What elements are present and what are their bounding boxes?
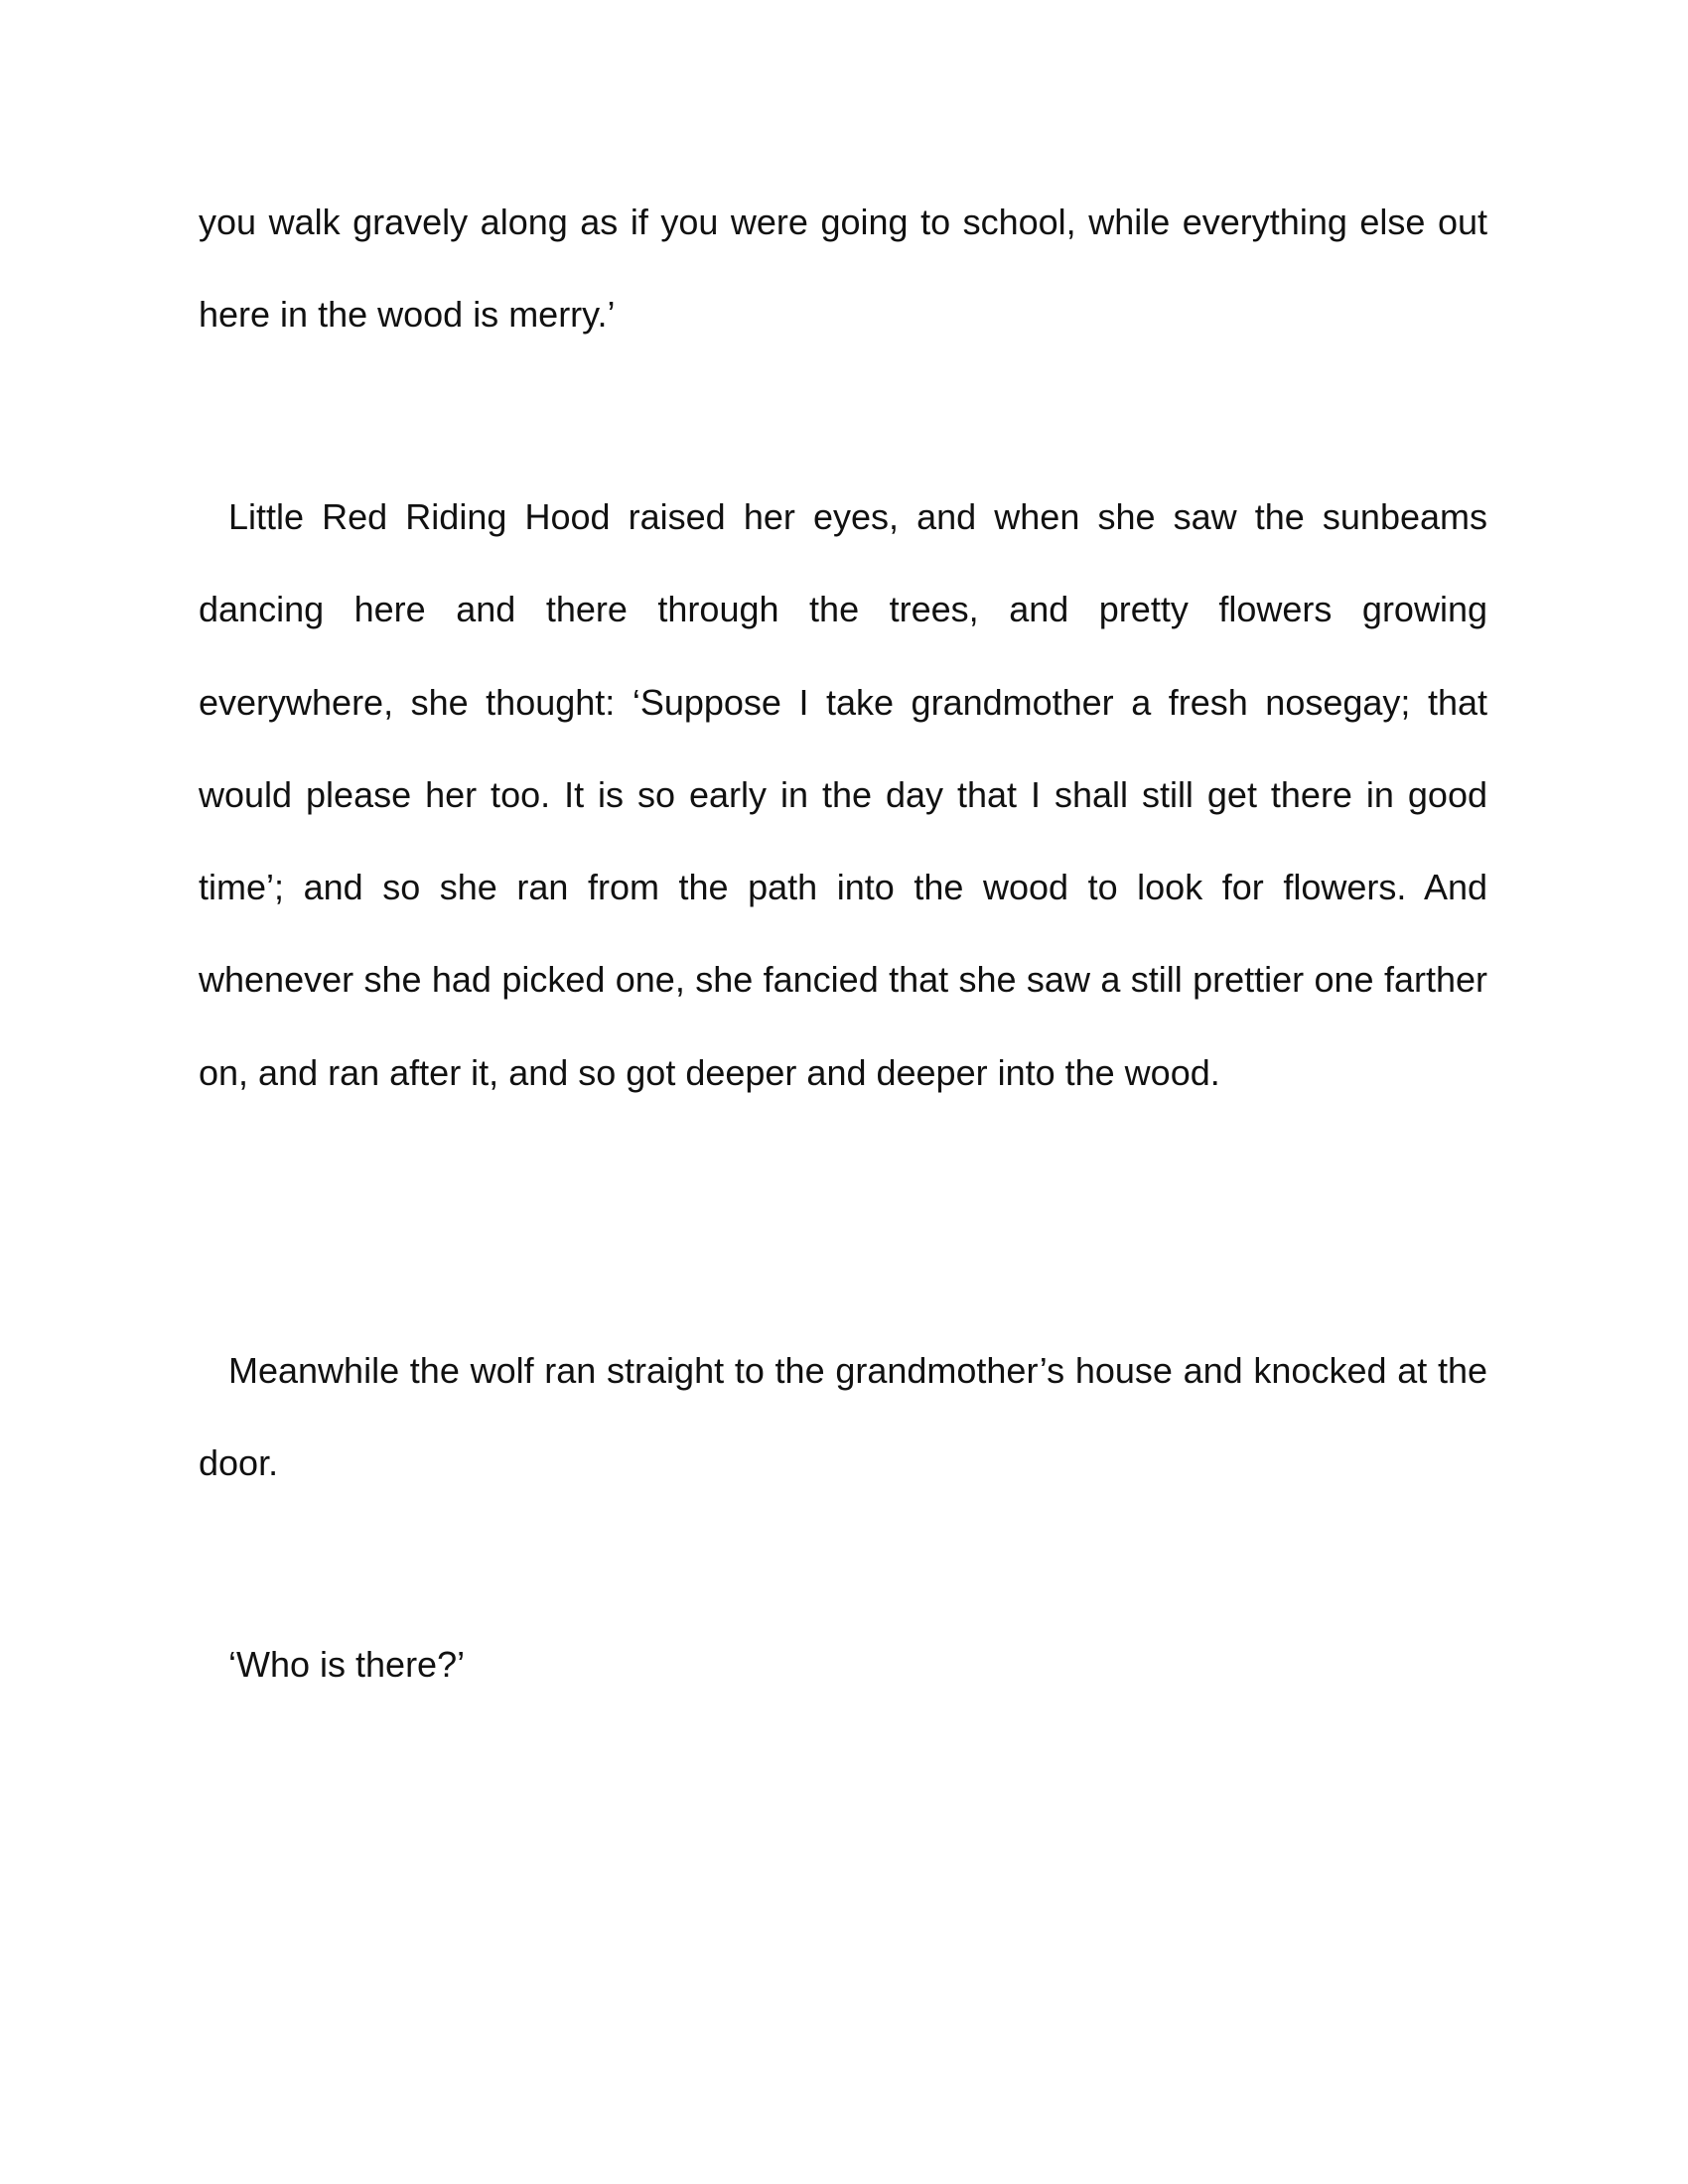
paragraph-continuation: you walk gravely along as if you were going to school, while everything else out here in the wood is merry.’ — [199, 202, 1487, 336]
paragraph-who-is-there: ‘Who is there?’ — [228, 1644, 466, 1685]
paragraph-red-riding-hood: Little Red Riding Hood raised her eyes, and when she saw the sunbeams dancing here and there through the trees, and pretty flowers growing everywhere, she thought: ‘Suppose I take grandmother a fresh nosegay; that would please her too. It is so early in the day that I shall still get there in good time’; and so she ran from the path into the wood to look for flowers. And whenever she had picked one, she fancied that she saw a still prettier one farther on, and ran after it, and so got deeper and deeper into the wood. — [199, 496, 1487, 1093]
paragraph-wolf-knocks: Meanwhile the wolf ran straight to the grandmother’s house and knocked at the door. — [199, 1350, 1487, 1484]
